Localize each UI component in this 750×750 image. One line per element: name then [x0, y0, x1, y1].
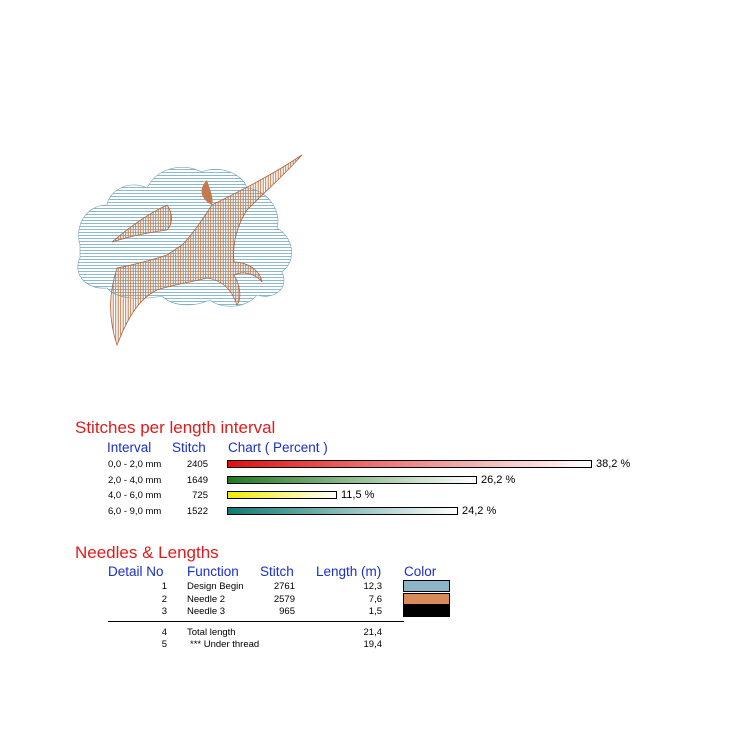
total-row-2-length: 19,4	[363, 639, 382, 650]
needle-row-1-function: Design Begin	[187, 581, 244, 592]
needle-row-1-color-swatch	[403, 580, 450, 592]
interval-row-3-stitch: 725	[192, 490, 208, 501]
interval-row-4-stitch: 1522	[186, 506, 208, 517]
color-header: Color	[404, 564, 437, 579]
needle-row-3-function: Needle 3	[187, 606, 226, 617]
interval-row-2-bar	[227, 476, 477, 484]
total-row-2-no: 5	[161, 639, 167, 650]
needle-row-1-length: 12,3	[363, 581, 382, 592]
needle-row-1-no: 1	[161, 581, 167, 592]
detail-no-header: Detail No	[108, 564, 164, 579]
needle-row-3-length: 1,5	[368, 606, 382, 617]
chart-header: Chart ( Percent )	[228, 440, 328, 455]
needle-row-1-stitch: 2761	[273, 581, 295, 592]
interval-row-2-percent: 26,2 %	[481, 474, 516, 486]
totals-divider	[108, 621, 404, 622]
interval-row-3-bar	[227, 491, 337, 499]
needle-row-3-color-swatch	[403, 605, 450, 617]
function-header: Function	[187, 564, 239, 579]
needle-row-2-length: 7,6	[368, 594, 382, 605]
needle-stitch-header: Stitch	[260, 564, 294, 579]
interval-row-4-label: 6,0 - 9,0 mm	[108, 506, 162, 517]
interval-row-3-label: 4,0 - 6,0 mm	[108, 490, 162, 501]
interval-header: Interval	[107, 440, 152, 455]
interval-row-4-bar	[227, 507, 458, 515]
interval-row-2-label: 2,0 - 4,0 mm	[108, 475, 162, 486]
interval-row-1-stitch: 2405	[186, 459, 208, 470]
needle-row-2-stitch: 2579	[273, 594, 295, 605]
interval-row-3-percent: 11,5 %	[341, 489, 375, 501]
needle-row-2-color-swatch	[403, 593, 450, 605]
interval-row-1-bar	[227, 460, 592, 468]
stitch-header: Stitch	[172, 440, 206, 455]
interval-row-2-stitch: 1649	[186, 475, 208, 486]
interval-row-4-percent: 24,2 %	[462, 505, 497, 517]
length-header: Length (m)	[316, 564, 382, 579]
interval-row-1-label: 0,0 - 2,0 mm	[108, 459, 162, 470]
needles-section-title: Needles & Lengths	[75, 543, 219, 562]
needle-row-3-no: 3	[161, 606, 167, 617]
total-row-1-length: 21,4	[363, 627, 382, 638]
design-preview-image	[72, 150, 312, 350]
needle-row-2-no: 2	[161, 594, 167, 605]
stitches-section-title: Stitches per length interval	[75, 418, 276, 437]
total-row-2-function: *** Under thread	[190, 639, 260, 650]
needle-row-3-stitch: 965	[279, 606, 295, 617]
needle-row-2-function: Needle 2	[187, 594, 226, 605]
total-row-1-function: Total length	[187, 627, 236, 638]
interval-row-1-percent: 38,2 %	[596, 458, 631, 470]
total-row-1-no: 4	[161, 627, 167, 638]
